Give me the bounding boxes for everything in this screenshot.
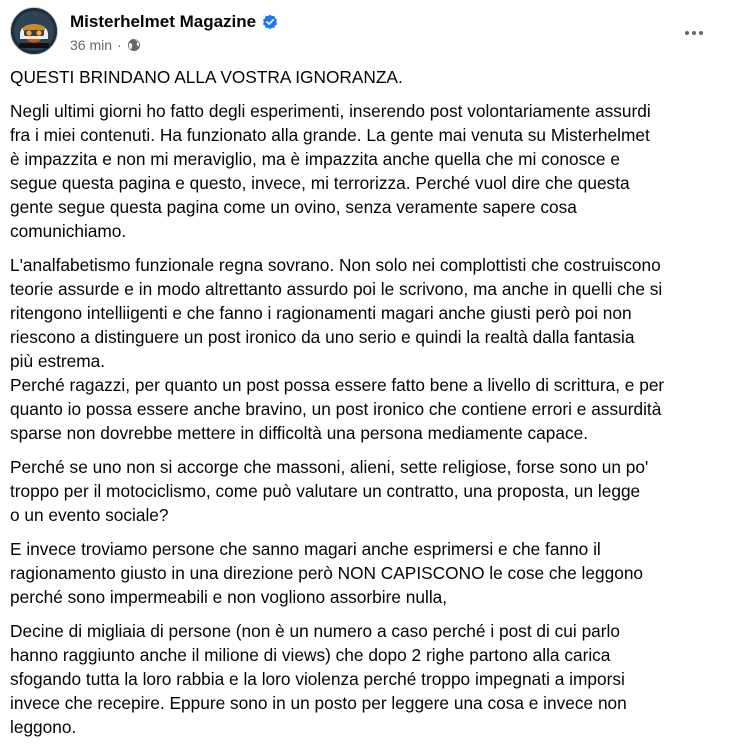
page-name-link[interactable]: Misterhelmet Magazine bbox=[70, 12, 257, 31]
helmet-logo-icon bbox=[11, 8, 57, 54]
post-paragraph: Decine di migliaia di persone (non è un numero a caso perché i post di cui parlo hanno raggiunto anche il milione di views) che dopo 2 righe partono alla carica sfogando tutta la loro rabbia e la loro violenza perché troppo impegnati a imporsi invece che recepire. Eppure sono in un posto per leggere una cosa e invece non leggono. bbox=[10, 621, 627, 737]
post-paragraph: L'analfabetismo funzionale regna sovrano. Non solo nei complottisti che costruiscono teorie assurde e in modo altrettanto assurdo poi le scrivono, ma anche in quelli che si ritengono intelliigenti e che fanno i ragionamenti magari anche giusti però poi non riescono a distinguere un post ironico da uno serio e quindi la realtà dalla fantasia più estrema. Perché ragazzi, per quanto un post possa essere fatto bene a livello di scrittura, e per quanto io possa essere anche bravino, un post ironico che contiene errori e assurdità sparse non dovrebbe mettere in difficoltà una persona mediamente capace. bbox=[10, 255, 665, 443]
post-paragraph: Perché se uno non si accorge che massoni, alieni, sette religiose, forse sono un po' troppo per il motociclismo, come può valutare un contratto, una proposta, un legge o un evento sociale? bbox=[10, 457, 649, 525]
post-meta bbox=[70, 36, 141, 54]
post-paragraph: Negli ultimi giorni ho fatto degli esperimenti, inserendo post volontariamente assurdi fra i miei contenuti. Ha funzionato alla grande. La gente mai venuta su Misterhelmet è impazzita e non mi meraviglio, ma è impazzita anche quella che mi conosce e segue questa pagina e questo, invece, mi terrorizza. Perché vuol dire che questa gente segue questa pagina come un ovino, senza veramente sapere cosa comunichiamo. bbox=[10, 101, 651, 241]
more-options-button[interactable] bbox=[676, 15, 712, 51]
post-header bbox=[10, 7, 726, 59]
avatar[interactable] bbox=[10, 7, 58, 55]
post-title: QUESTI BRINDANO ALLA VOSTRA IGNORANZA. bbox=[10, 67, 403, 87]
post-body bbox=[10, 65, 726, 739]
post-timestamp[interactable]: 36 min bbox=[70, 37, 113, 53]
verified-badge-icon bbox=[262, 14, 278, 30]
meta-separator: · bbox=[117, 37, 122, 53]
post-paragraph: E invece troviamo persone che sanno magari anche esprimersi e che fanno il ragionamento giusto in una direzione però NON CAPISCONO le cose che leggono perché sono impermeabili e non vogliono assorbire nulla, bbox=[10, 539, 644, 607]
author-row bbox=[70, 11, 278, 33]
more-options-icon bbox=[685, 31, 703, 35]
globe-icon[interactable] bbox=[127, 38, 141, 52]
